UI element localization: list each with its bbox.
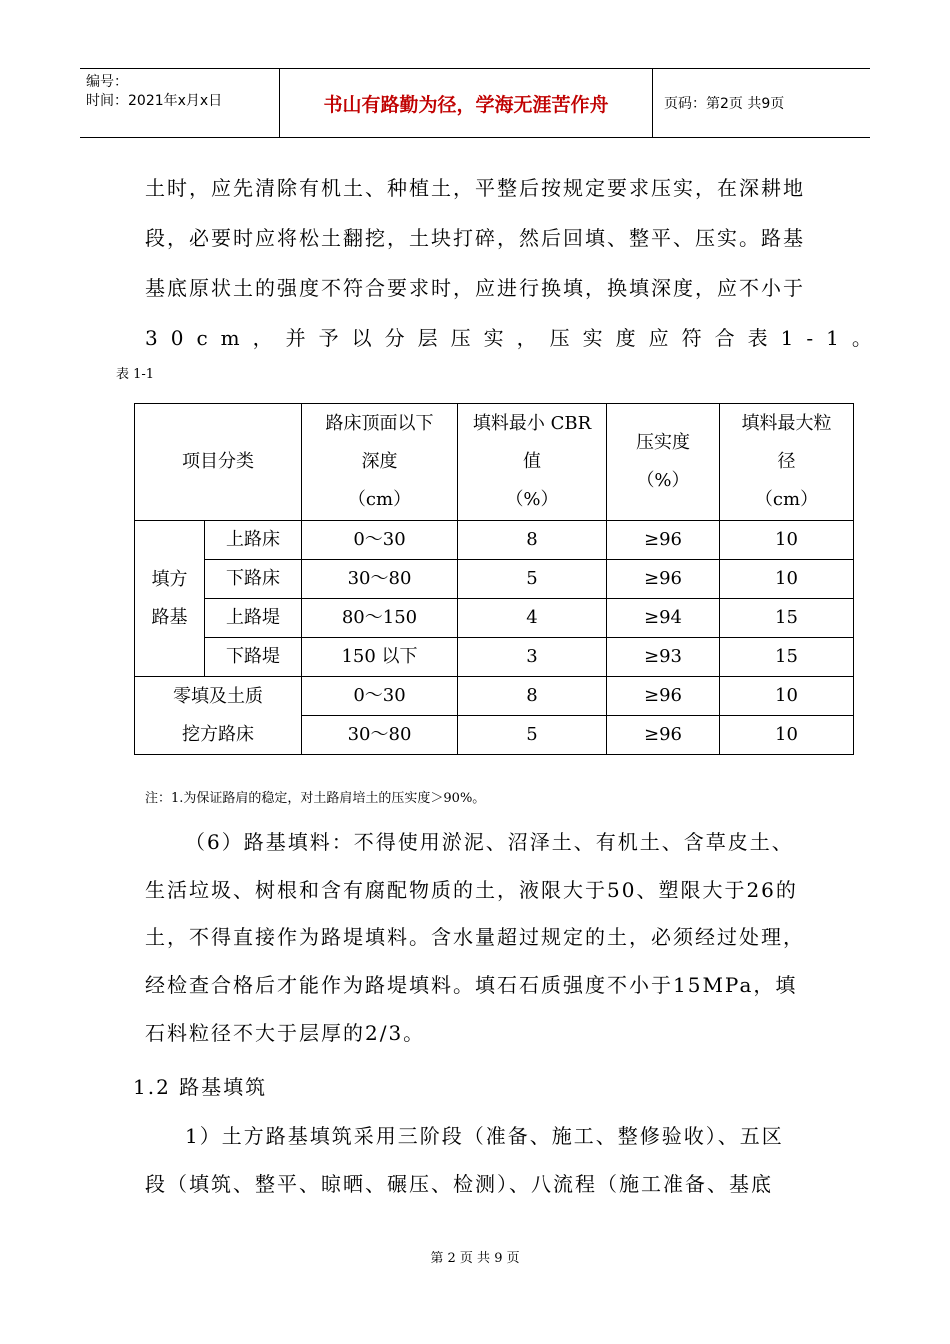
number-label: 编号： xyxy=(86,74,128,90)
group-label-line: 路基 xyxy=(151,606,188,628)
header-depth-line: （cm） xyxy=(347,489,412,510)
paragraph-line: 土时，应先清除有机土、种植土，平整后按规定要求压实，在深耕地 xyxy=(145,176,805,200)
cell-grain: 10 xyxy=(720,521,854,560)
cell-grain: 10 xyxy=(720,716,854,755)
cell-sub: 下路堤 xyxy=(205,638,302,677)
paragraph-line: 段，必要时应将松土翻挖，土块打碎，然后回填、整平、压实。路基 xyxy=(145,226,805,250)
group-fill-subgrade xyxy=(135,521,205,677)
paragraph-line: 土，不得直接作为路堤填料。含水量超过规定的土，必须经过处理， xyxy=(145,925,805,949)
cell-compaction: ≥96 xyxy=(607,716,720,755)
cell-compaction: ≥96 xyxy=(607,560,720,599)
compaction-table xyxy=(134,403,854,755)
paragraph-line: （6）路基填料：不得使用淤泥、沼泽土、有机土、含草皮土、 xyxy=(185,830,794,854)
table-row xyxy=(135,521,854,560)
header-compaction-line: 压实度 xyxy=(636,432,690,453)
cell-depth: 0～30 xyxy=(302,677,458,716)
cell-sub: 上路堤 xyxy=(205,599,302,638)
group-label-line: 填方 xyxy=(151,568,188,590)
paragraph-line: 生活垃圾、树根和含有腐配物质的土，液限大于50、塑限大于26的 xyxy=(145,878,798,902)
cell-depth: 30～80 xyxy=(302,716,458,755)
table-row xyxy=(135,560,854,599)
table-row xyxy=(135,638,854,677)
header-depth xyxy=(302,404,458,521)
paragraph-line: 基底原状土的强度不符合要求时，应进行换填，换填深度，应不小于 xyxy=(145,276,805,300)
paragraph-line: 段（填筑、整平、晾晒、碾压、检测）、八流程（施工准备、基底 xyxy=(145,1172,773,1196)
cell-depth: 80～150 xyxy=(302,599,458,638)
paragraph-line: 30cm，并予以分层压实，压实度应符合表1-1。 xyxy=(145,326,885,350)
cell-depth: 150 以下 xyxy=(302,638,458,677)
header-meta xyxy=(80,69,280,137)
cell-cbr: 5 xyxy=(458,716,607,755)
cell-grain: 15 xyxy=(720,638,854,677)
cell-cbr: 5 xyxy=(458,560,607,599)
header-cbr-line: （%） xyxy=(505,489,559,510)
header-cbr-line: 值 xyxy=(523,451,541,472)
paragraph-line: 石料粒径不大于层厚的2/3。 xyxy=(145,1021,426,1045)
group-zero-fill xyxy=(135,677,302,755)
cell-depth: 30～80 xyxy=(302,560,458,599)
cell-grain: 10 xyxy=(720,560,854,599)
header-compaction-line: （%） xyxy=(636,470,690,491)
table-row xyxy=(135,677,854,716)
cell-cbr: 4 xyxy=(458,599,607,638)
table-caption: 表 1-1 xyxy=(116,367,155,382)
header-motto: 书山有路勤为径，学海无涯苦作舟 xyxy=(280,69,653,137)
header-grain-line: （cm） xyxy=(754,489,819,510)
cell-cbr: 8 xyxy=(458,521,607,560)
cell-compaction: ≥96 xyxy=(607,677,720,716)
paragraph-line: 1）土方路基填筑采用三阶段（准备、施工、整修验收）、五区 xyxy=(185,1124,784,1148)
header-grain-line: 径 xyxy=(777,451,796,472)
header-grain xyxy=(720,404,854,521)
paragraph-line: 经检查合格后才能作为路堤填料。填石石质强度不小于15MPa，填 xyxy=(145,973,798,997)
header-depth-line: 深度 xyxy=(361,451,398,472)
page-footer: 第 2 页 共 9 页 xyxy=(430,1251,520,1266)
cell-compaction: ≥93 xyxy=(607,638,720,677)
header-depth-line: 路床顶面以下 xyxy=(325,413,434,434)
cell-grain: 15 xyxy=(720,599,854,638)
table-row xyxy=(135,599,854,638)
cell-compaction: ≥96 xyxy=(607,521,720,560)
page-header xyxy=(80,68,870,138)
header-page-info: 页码：第2页 共9页 xyxy=(664,96,785,112)
cell-depth: 0～30 xyxy=(302,521,458,560)
cell-cbr: 3 xyxy=(458,638,607,677)
group-label-line: 挖方路床 xyxy=(182,723,254,745)
header-cbr-line: 填料最小 CBR xyxy=(472,413,592,434)
header-cbr xyxy=(458,404,607,521)
group-label-line: 零填及土质 xyxy=(173,685,263,707)
cell-sub: 下路床 xyxy=(205,560,302,599)
header-category: 项目分类 xyxy=(135,404,302,521)
header-compaction xyxy=(607,404,720,521)
time-label: 时间：2021年x月x日 xyxy=(86,93,223,109)
section-heading: 1.2 路基填筑 xyxy=(133,1075,268,1099)
header-grain-line: 填料最大粒 xyxy=(741,413,832,434)
table-note: 注：1.为保证路肩的稳定，对土路肩培土的压实度＞90%。 xyxy=(145,791,486,806)
cell-sub: 上路床 xyxy=(205,521,302,560)
cell-compaction: ≥94 xyxy=(607,599,720,638)
cell-cbr: 8 xyxy=(458,677,607,716)
cell-grain: 10 xyxy=(720,677,854,716)
